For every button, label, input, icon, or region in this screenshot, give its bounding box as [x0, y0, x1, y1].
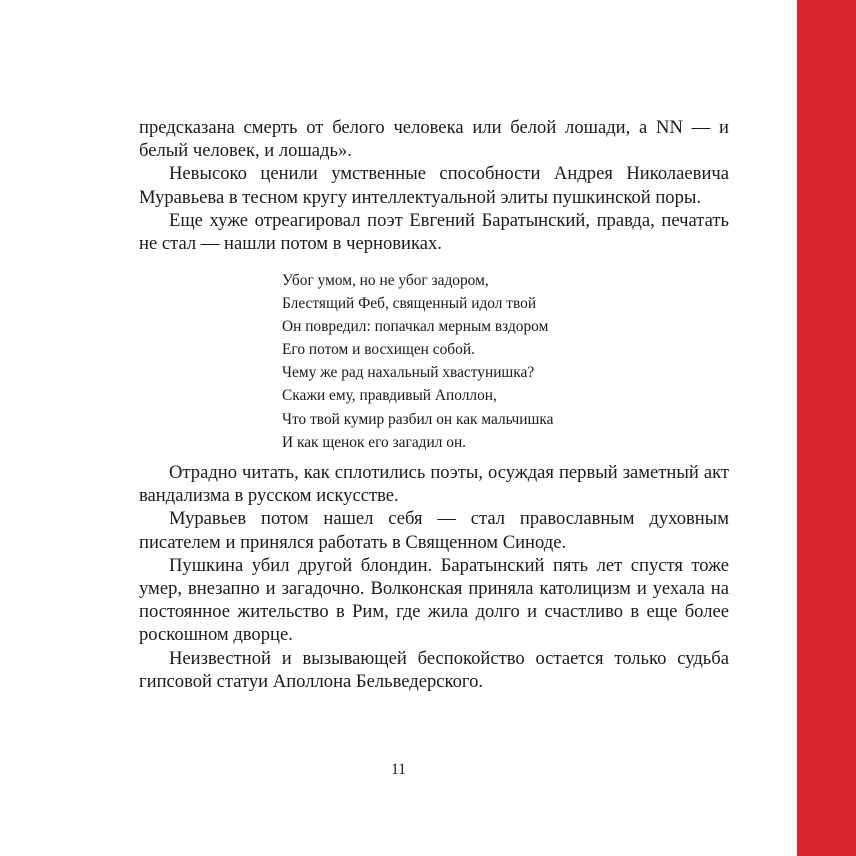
- paragraph-baratynsky: Еще хуже отреагировал поэт Евгений Баратынский, правда, печатать не стал — нашли потом в черновиках.: [139, 209, 729, 255]
- page-edge-color-band: [797, 0, 856, 856]
- page-number: 11: [391, 761, 406, 778]
- poem-line: Убог умом, но не убог задором,: [282, 272, 489, 289]
- poem-line: И как щенок его загадил он.: [282, 433, 467, 451]
- poem-line: Скажи ему, правдивый Аполлон,: [282, 387, 497, 405]
- paragraph-muravyov-reputation: Невысоко ценили умственные способности Андрея Николаевича Муравьева в тесном кругу интеллектуальной элиты пушкинской поры.: [139, 163, 729, 208]
- paragraph-fates: Пушкина убил другой блондин. Баратынский пять лет спустя тоже умер, внезапно и загадочно. Волконская приняла католицизм и уехала на постоянное жительство в Рим, где жила долго и счастливо в еще более роскошном дворце.: [139, 554, 729, 646]
- poem-line: Чему же рад нахальный хвастунишка?: [282, 364, 535, 382]
- poem-line: Он повредил: попачкал мерным вздором: [282, 318, 549, 336]
- paragraph-continuation: предсказана смерть от белого человека или белой лошади, а NN — и белый человек, и лошадь».: [139, 117, 729, 162]
- poem-line: Блестящий Феб, священный идол твой: [282, 295, 537, 313]
- poem-line: Его потом и восхищен собой.: [282, 341, 475, 359]
- paragraph-poets-united: Отрадно читать, как сплотились поэты, осуждая первый заметный акт вандализма в русском искусстве.: [139, 462, 729, 507]
- paragraph-muravyov-later: Муравьев потом нашел себя — стал православным духовным писателем и принялся работать в Священном Синоде.: [139, 508, 729, 553]
- prose-bottom: [139, 461, 729, 693]
- prose-top: [139, 116, 729, 255]
- paragraph-apollo-statue: Неизвестной и вызывающей беспокойство остается только судьба гипсовой статуи Аполлона Бельведерского.: [139, 647, 729, 692]
- poem-line: Что твой кумир разбил он как мальчишка: [282, 410, 554, 428]
- poem-epigram: [282, 269, 553, 454]
